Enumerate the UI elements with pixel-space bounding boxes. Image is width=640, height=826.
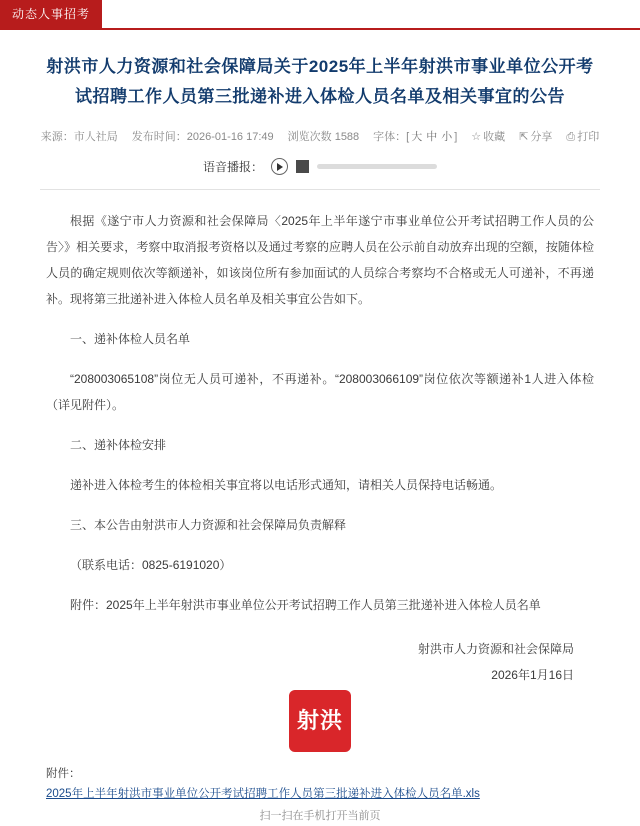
page-title: 射洪市人力资源和社会保障局关于2025年上半年射洪市事业单位公开考试招聘工作人员第三批递补进入体检人员名单及相关事宜的公告 bbox=[46, 57, 594, 106]
meta-publish-time: 发布时间：2026-01-16 17:49 bbox=[131, 131, 274, 143]
attachment-label: 附件： bbox=[46, 768, 81, 780]
favorite-button[interactable] bbox=[471, 128, 505, 144]
bracket-left: [ bbox=[406, 131, 410, 143]
body-paragraph: “208003065108”岗位无人员可递补，不再递补。“208003066109”岗位依次等额递补1人进入体检（详见附件）。 bbox=[46, 372, 594, 412]
bracket-right: ] bbox=[454, 131, 458, 143]
title-section bbox=[0, 30, 640, 175]
seal-area bbox=[0, 688, 640, 764]
meta-source: 来源：市人社局 bbox=[40, 131, 118, 143]
body-paragraph: 三、本公告由射洪市人力资源和社会保障局负责解释 bbox=[70, 518, 347, 532]
print-button[interactable] bbox=[566, 128, 599, 144]
audio-player bbox=[40, 158, 600, 175]
body-paragraph: 根据《遂宁市人力资源和社会保障局〈2025年上半年遂宁市事业单位公开考试招聘工作人员的公告〉》相关要求，考察中取消报考资格以及通过考察的应聘人员在公示前自动放弃出现的空额，按随体检人员的确定规则依次等额递补，如该岗位所有参加面试的人员综合考察均不合格或无人可递补，不再递补。现将第三批递补进入体检人员名单及相关事宜公告如下。 bbox=[46, 214, 594, 306]
category-tabbar bbox=[0, 0, 640, 30]
share-label: 分享 bbox=[530, 131, 553, 143]
body-paragraph: 附件：2025年上半年射洪市事业单位公开考试招聘工作人员第三批递补进入体检人员名单 bbox=[70, 598, 541, 612]
signature-block bbox=[46, 636, 594, 688]
article-meta bbox=[40, 128, 600, 144]
share-icon: ⇱ bbox=[519, 131, 529, 143]
stop-icon[interactable] bbox=[296, 160, 309, 173]
font-size-small-button[interactable]: 小 bbox=[441, 131, 453, 143]
body-paragraph: （联系电话：0825-6191020） bbox=[70, 558, 232, 572]
article-body bbox=[0, 190, 640, 688]
play-icon[interactable] bbox=[271, 158, 288, 175]
meta-views: 浏览次数 1588 bbox=[287, 131, 360, 143]
attachment-section bbox=[0, 764, 640, 826]
scan-qr-note: 扫一扫在手机打开当前页 bbox=[259, 810, 381, 822]
font-size-large-button[interactable]: 大 bbox=[411, 131, 423, 143]
tab-news-recruitment[interactable]: 动态人事招考 bbox=[0, 0, 102, 28]
audio-player-box bbox=[203, 158, 437, 175]
official-seal: 射洪 bbox=[289, 690, 351, 752]
favorite-label: 收藏 bbox=[483, 131, 506, 143]
audio-progress-bar[interactable] bbox=[317, 164, 437, 169]
share-button[interactable] bbox=[519, 128, 552, 144]
audio-label: 语音播报： bbox=[202, 160, 263, 174]
font-size-controls bbox=[373, 128, 457, 144]
print-label: 打印 bbox=[577, 131, 600, 143]
star-icon: ☆ bbox=[471, 131, 482, 143]
attachment-link[interactable]: 2025年上半年射洪市事业单位公开考试招聘工作人员第三批递补进入体检人员名单.xls bbox=[46, 788, 480, 800]
signature-org: 射洪市人力资源和社会保障局 bbox=[417, 642, 574, 656]
signature-date: 2026年1月16日 bbox=[491, 668, 574, 682]
font-size-label: 字体： bbox=[373, 131, 407, 143]
body-paragraph: 二、递补体检安排 bbox=[70, 438, 167, 452]
font-size-medium-button[interactable]: 中 bbox=[426, 131, 438, 143]
printer-icon: ⎙ bbox=[566, 131, 576, 143]
body-paragraph: 递补进入体检考生的体检相关事宜将以电话形式通知，请相关人员保持电话畅通。 bbox=[70, 478, 503, 492]
body-paragraph: 一、递补体检人员名单 bbox=[70, 332, 191, 346]
